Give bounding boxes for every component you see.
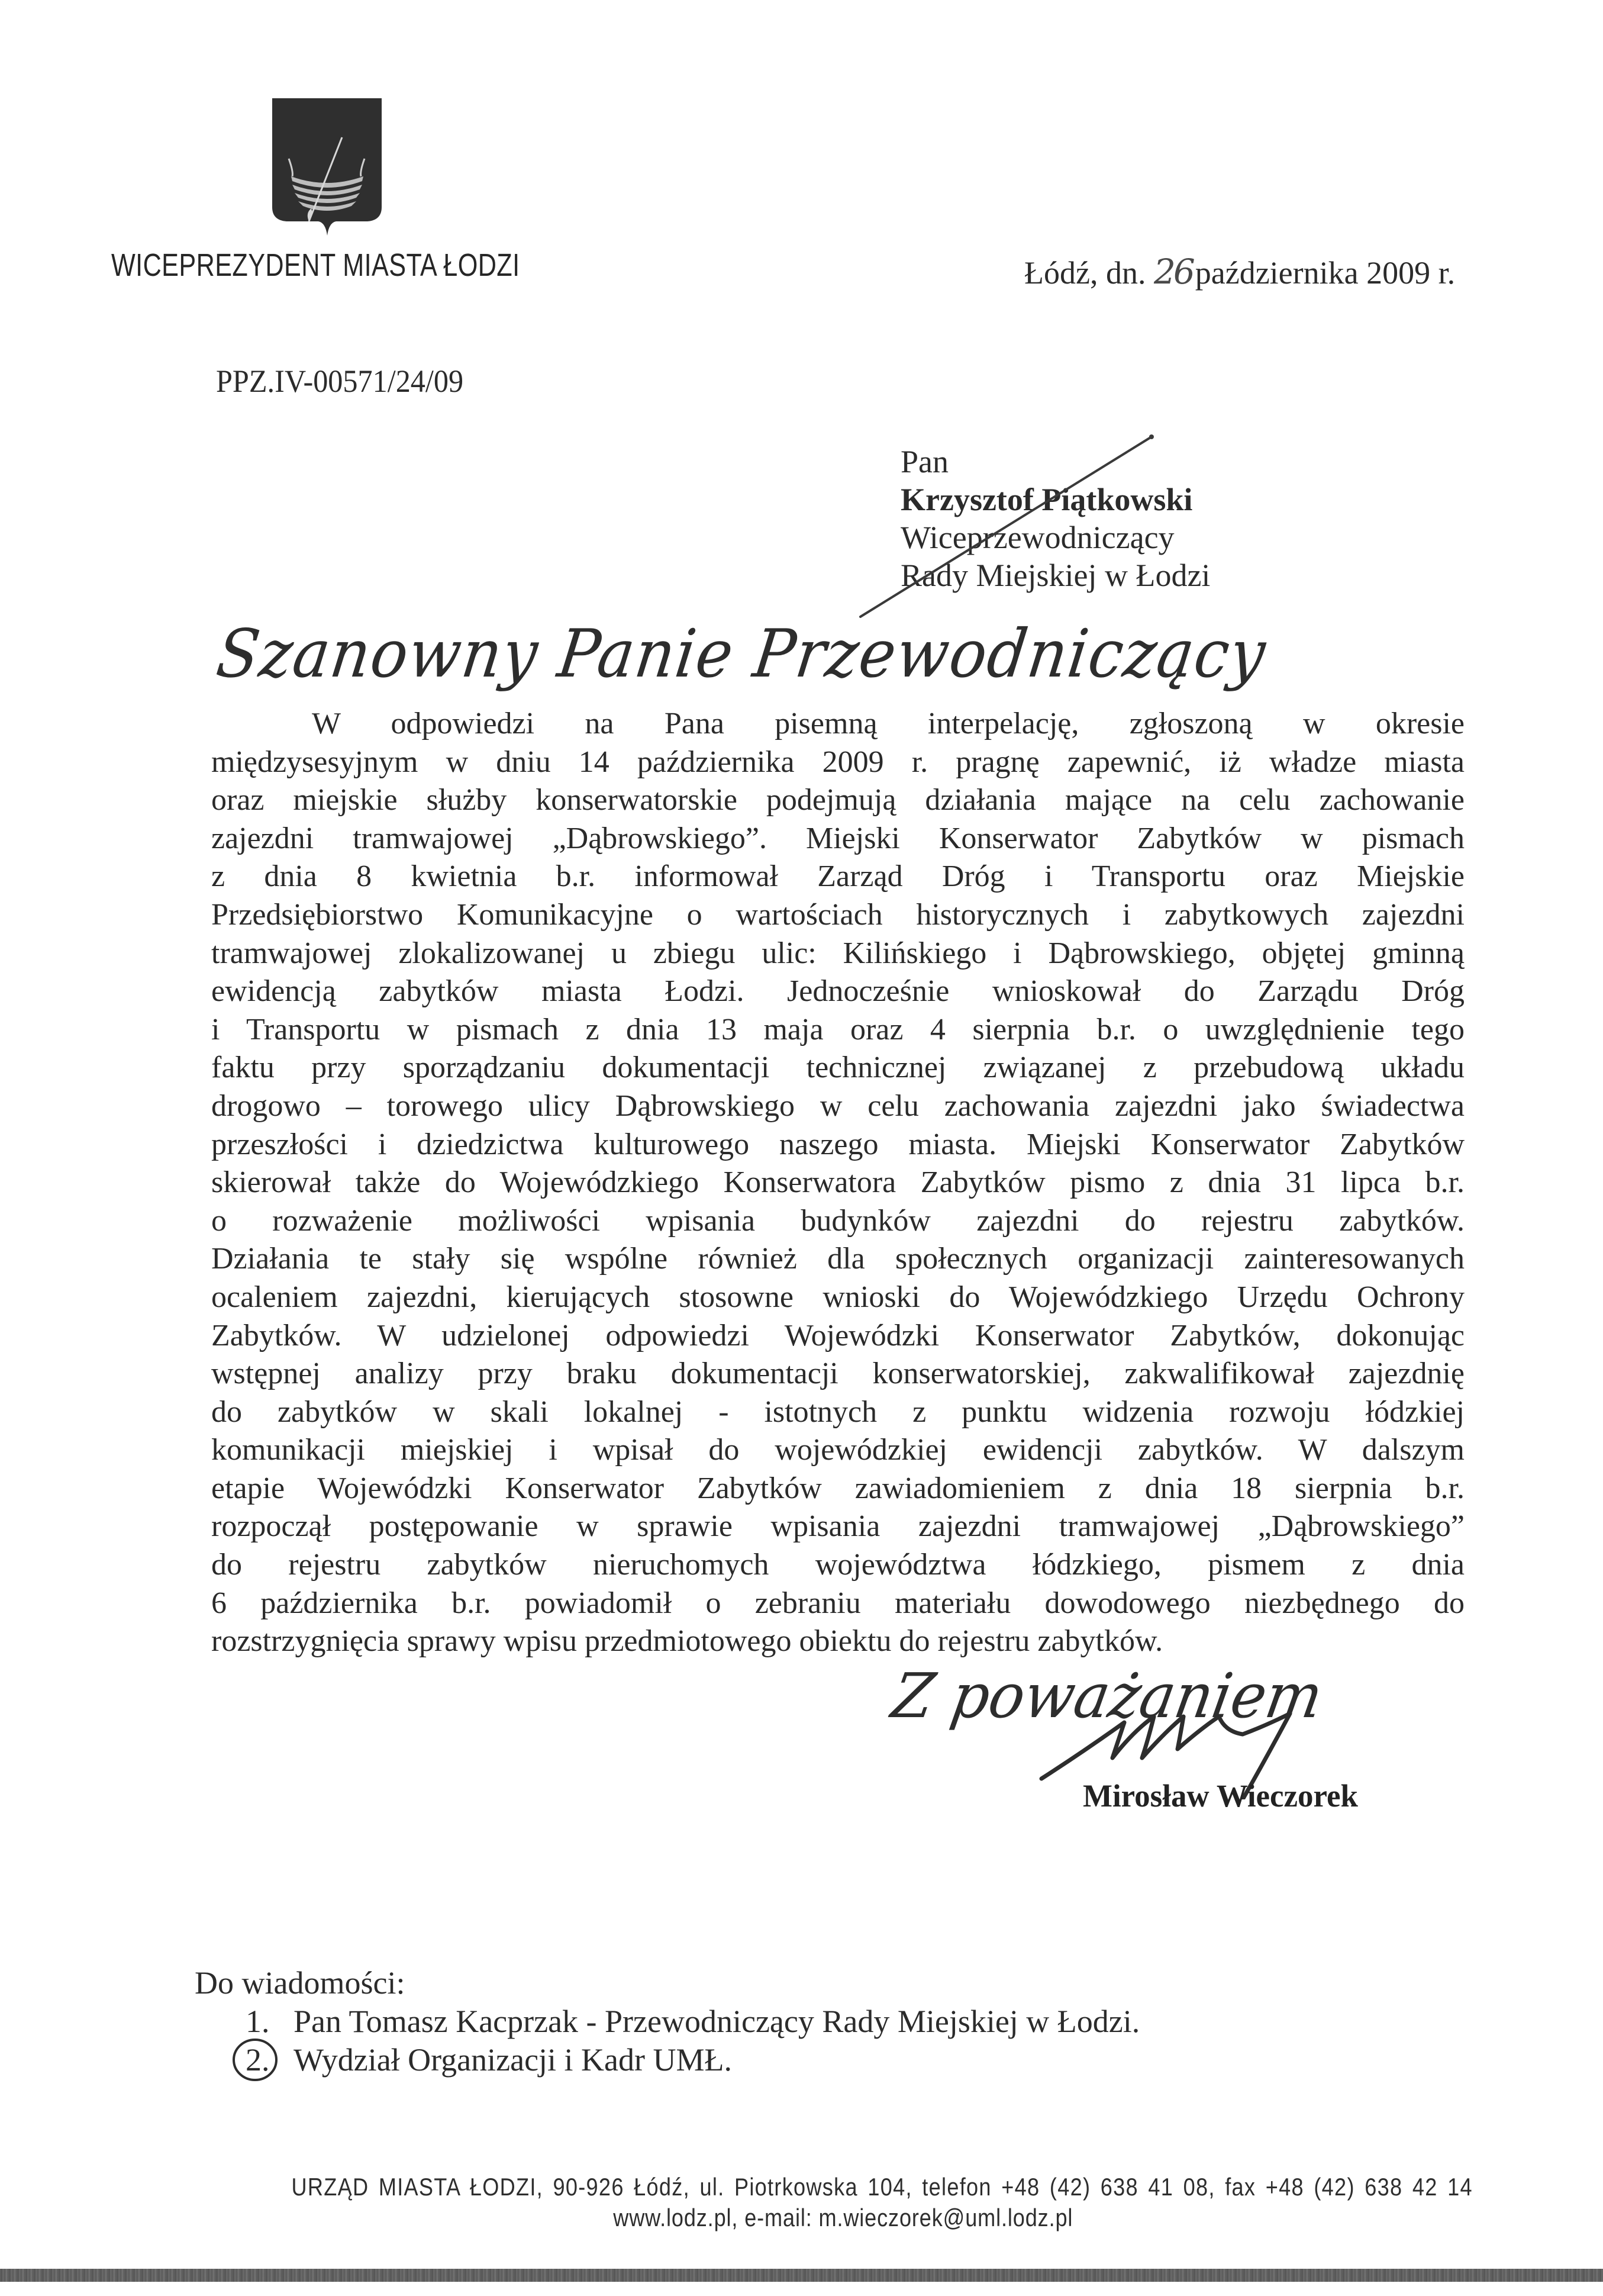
body-line: W odpowiedzi na Pana pisemną interpelację, zgłoszoną w okresie <box>312 707 1465 740</box>
body-line: o rozważenie możliwości wpisania budynków zajezdni do rejestru zabytków. <box>211 1203 1465 1238</box>
body-line: drogowo – torowego ulicy Dąbrowskiego w celu zachowania zajezdni jako świadectwa <box>211 1089 1465 1123</box>
addressee-block <box>901 443 1210 594</box>
body-line: wstępnej analizy przy braku dokumentacji konserwatorskiej, zakwalifikował zajezdnię <box>211 1357 1465 1391</box>
cc-list <box>195 1964 1140 2079</box>
body-line: i Transportu w pismach z dnia 13 maja oraz 4 sierpnia b.r. o uwzględnienie tego <box>211 1012 1465 1046</box>
cc-item-text: Wydział Organizacji i Kadr UMŁ. <box>293 2042 732 2078</box>
body-line: Działania te stały się wspólne również dla społecznych organizacji zainteresowanych <box>211 1242 1465 1276</box>
cc-item <box>195 2002 1140 2041</box>
body-line: faktu przy sporządzaniu dokumentacji technicznej związanej z przebudową układu <box>211 1051 1465 1085</box>
body-line: oraz miejskie służby konserwatorskie podejmują działania mające na celu zachowanie <box>211 783 1465 817</box>
body-line: międzysesyjnym w dniu 14 października 2009 r. pragnę zapewnić, iż władze miasta <box>211 745 1465 779</box>
footer-address: URZĄD MIASTA ŁODZI, 90-926 Łódź, ul. Piotrkowska 104, telefon +48 (42) 638 41 08, fax +48 (42) 638 42 14 <box>291 2173 1473 2201</box>
salutation-handwritten: Szanowny Panie Przewodniczący <box>212 616 1271 693</box>
scan-edge-bar <box>0 2269 1603 2282</box>
body-line: ocaleniem zajezdni, kierujących stosowne wnioski do Wojewódzkiego Urzędu Ochrony <box>211 1280 1465 1314</box>
date-day-handwritten: 26 <box>1153 252 1193 292</box>
cc-item-number: 2. <box>246 2042 270 2078</box>
body-line: tramwajowej zlokalizowanej u zbiegu ulic: Kilińskiego i Dąbrowskiego, objętej gminną <box>211 936 1465 970</box>
body-line: do rejestru zabytków nieruchomych województwa łódzkiego, pismem z dnia <box>211 1548 1465 1582</box>
date-suffix: października 2009 r. <box>1195 255 1456 291</box>
lodz-coat-of-arms-icon <box>270 95 384 238</box>
date-prefix: Łódź, dn. <box>1024 255 1146 291</box>
office-title: WICEPREZYDENT MIASTA ŁODZI <box>111 247 520 283</box>
body-line: zajezdni tramwajowej „Dąbrowskiego”. Miejski Konserwator Zabytków w pismach <box>211 821 1465 855</box>
addressee-prefix: Pan <box>901 444 949 479</box>
body-line: 6 października b.r. powiadomił o zebraniu materiału dowodowego niezbędnego do <box>211 1586 1465 1620</box>
body-line: rozstrzygnięcia sprawy wpisu przedmiotowego obiektu do rejestru zabytków. <box>211 1624 1163 1659</box>
cc-item <box>195 2041 1140 2079</box>
reference-number: PPZ.IV-00571/24/09 <box>216 363 464 399</box>
body-line: komunikacji miejskiej i wpisał do wojewódzkiej ewidencji zabytków. W dalszym <box>211 1433 1465 1467</box>
body-line: do zabytków w skali lokalnej - istotnych z punktu widzenia rozwoju łódzkiej <box>211 1395 1465 1429</box>
cc-item-number: 1. <box>246 2004 270 2039</box>
cc-item-text: Pan Tomasz Kacprzak - Przewodniczący Rady Miejskiej w Łodzi. <box>293 2004 1140 2039</box>
addressee-institution: Rady Miejskiej w Łodzi <box>901 558 1211 593</box>
addressee-position: Wiceprzewodniczący <box>901 520 1175 555</box>
body-line: Zabytków. W udzielonej odpowiedzi Wojewódzki Konserwator Zabytków, dokonując <box>211 1318 1465 1353</box>
letterhead-footer <box>195 2172 1491 2234</box>
closing-handwritten: Z poważaniem <box>886 1660 1328 1732</box>
body-line: z dnia 8 kwietnia b.r. informował Zarząd Dróg i Transportu oraz Miejskie <box>211 859 1465 894</box>
addressee-name: Krzysztof Piątkowski <box>901 482 1193 517</box>
body-line: przeszłości i dziedzictwa kulturowego naszego miasta. Miejski Konserwator Zabytków <box>211 1127 1465 1161</box>
handwritten-circle-mark <box>230 2037 280 2083</box>
signatory-name: Mirosław Wieczorek <box>1083 1778 1358 1814</box>
body-line: etapie Wojewódzki Konserwator Zabytków zawiadomieniem z dnia 18 sierpnia b.r. <box>211 1471 1465 1505</box>
body-line: ewidencją zabytków miasta Łodzi. Jednocześnie wnioskował do Zarządu Dróg <box>211 974 1465 1009</box>
body-line: Przedsiębiorstwo Komunikacyjne o wartościach historycznych i zabytkowych zajezdni <box>211 897 1465 932</box>
letter-date <box>1024 253 1455 291</box>
letter-body <box>211 705 1465 1661</box>
footer-contact: www.lodz.pl, e-mail: m.wieczorek@uml.lodz.pl <box>613 2204 1073 2231</box>
body-line: rozpoczął postępowanie w sprawie wpisania zajezdni tramwajowej „Dąbrowskiego” <box>211 1509 1465 1544</box>
body-line: skierował także do Wojewódzkiego Konserwatora Zabytków pismo z dnia 31 lipca b.r. <box>211 1165 1465 1200</box>
cc-heading: Do wiadomości: <box>195 1965 405 2001</box>
